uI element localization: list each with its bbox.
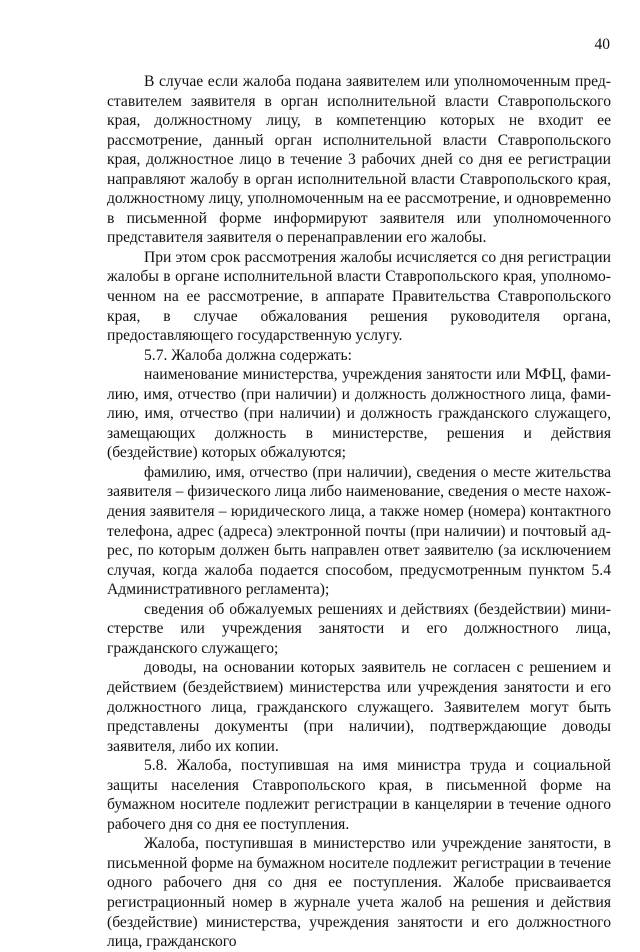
paragraph-review-period: При этом срок рассмотрения жалобы исчисляется со дня регистрации жалобы в органе исполнительной власти Ставропольского края, уполномоченном на ее рассмотрение, в аппарате Правительства Ставропольского края, в случае обжалования решения руководителя органа, предоставляющего государственную услугу. (107, 248, 611, 345)
paragraph-appealed-decisions: сведения об обжалуемых решениях и действиях (бездействии) министерстве или учреждения занятости и его должностного лица, гражданского служащего; (107, 600, 611, 657)
paragraph-arguments: доводы, на основании которых заявитель не согласен с решением и действием (бездействием) министерства или учреждения занятости и его должностного лица, гражданского служащего. Заявителем могут быть представлены документы (при наличии), подтверждающие доводы заявителя, либо их копии. (107, 659, 611, 755)
page-number: 40 (594, 36, 610, 53)
document-body (107, 72, 611, 952)
paragraph-registration: Жалоба, поступившая в министерство или учреждение занятости, в письменной форме на бумажном носителе подлежит регистрации в течение одного рабочего дня со дня ее поступления. Жалобе присваивается регистрационный номер в журнале учета жалоб на решения и действия (бездействие) министерства, учреждения занятости и его должностного лица, гражданского (107, 835, 611, 951)
paragraph-applicant-details: фамилию, имя, отчество (при наличии), сведения о месте жительства заявителя – физического лица либо наименование, сведения о месте нахождения заявителя – юридического лица, а также номер (номера) контактного телефона, адрес (адреса) электронной почты (при наличии) и почтовый адрес, по которым должен быть направлен ответ заявителю (за исключением случая, когда жалоба подается способом, предусмотренным пунктом 5.4 Административного регламента); (107, 463, 611, 599)
paragraph-section-5-7: 5.7. Жалоба должна содержать: (144, 346, 352, 364)
paragraph-redirect-complaint: В случае если жалоба подана заявителем или уполномоченным представителем заявителя в орган исполнительной власти Ставропольского края, должностному лицу, в компетенцию которых не входит ее рассмотрение, данный орган исполнительной власти Ставропольского края, должностное лицо в течение 3 рабочих дней со дня ее регистрации направляют жалобу в орган исполнительной власти Ставропольского края, должностному лицу, уполномоченным на ее рассмотрение, и одновременно в письменной форме информируют заявителя или уполномоченного представителя заявителя о перенаправлении его жалобы. (107, 73, 611, 247)
paragraph-ministry-name: наименование министерства, учреждения занятости или МФЦ, фамилию, имя, отчество (при наличии) и должность должностного лица, фамилию, имя, отчество (при наличии) и должность гражданского служащего, замещающих должность в министерстве, решения и действия (бездействие) которых обжалуются; (107, 366, 611, 462)
paragraph-section-5-8: 5.8. Жалоба, поступившая на имя министра труда и социальной защиты населения Ставропольского края, в письменной форме на бумажном носителе подлежит регистрации в канцелярии в течение одного рабочего дня со дня ее поступления. (107, 757, 611, 833)
